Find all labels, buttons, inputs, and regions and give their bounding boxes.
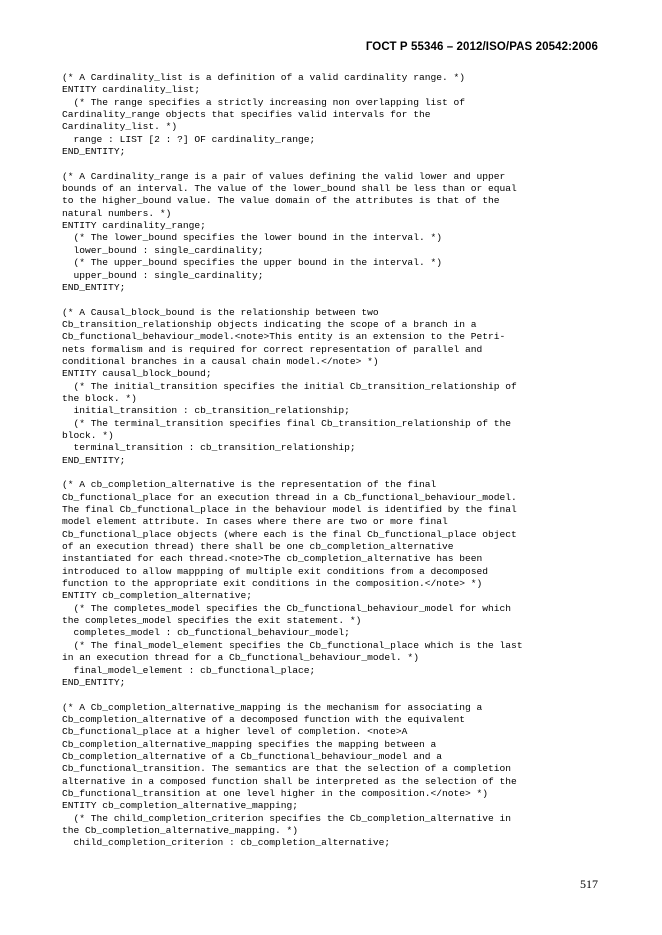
document-header: ГОСТ Р 55346 – 2012/ISO/PAS 20542:2006	[365, 41, 598, 53]
page-number: 517	[580, 877, 598, 891]
express-schema-code: (* A Cardinality_list is a definition of a valid cardinality range. *) ENTITY cardinality_list; (* The range specifies a strictly increasing non overlapping list of Cardinality_range objects that specifies valid intervals for the Cardinality_list. *) range : LIST [2 : ?] OF cardinality_range; END_ENTITY; (* A Cardinality_range is a pair of values defining the valid lower and upper bounds of an interval. The value of the lower_bound shall be less than or equal to the higher_bound value. The value domain of the attributes is that of the natural numbers. *) ENTITY cardinality_range; (* The lower_bound specifies the lower bound in the interval. *) lower_bound : single_cardinality; (* The upper_bound specifies the upper bound in the interval. *) upper_bound : single_cardinality; END_ENTITY; (* A Causal_block_bound is the relationship between two Cb_transition_relationship objects indicating the scope of a branch in a Cb_functional_behaviour_model.<note>This entity is an extension to the Petri- nets formalism and is required for correct representation of parallel and conditional branches in a causal chain model.</note> *) ENTITY causal_block_bound; (* The initial_transition specifies the initial Cb_transition_relationship of the block. *) initial_transition : cb_transition_relationship; (* The terminal_transition specifies final Cb_transition_relationship of the block. *) terminal_transition : cb_transition_relationship; END_ENTITY; (* A cb_completion_alternative is the representation of the final Cb_functional_place for an execution thread in a Cb_functional_behaviour_model. The final Cb_functional_place in the behaviour model is identified by the final model element attribute. In cases where there are two or more final Cb_functional_place objects (where each is the final Cb_functional_place object of an execution thread) there shall be one cb_completion_alternative instantiated for each thread.<note>The cb_completion_alternative has been introduced to allow mappping of multiple exit conditions from a decomposed function to the appropriate exit conditions in the composition.</note> *) ENTITY cb_completion_alternative; (* The completes_model specifies the Cb_functional_behaviour_model for which the completes_model specifies the exit statement. *) completes_model : cb_functional_behaviour_model; (* The final_model_element specifies the Cb_functional_place which is the last in an execution thread for a Cb_functional_behaviour_model. *) final_model_element : cb_functional_place; END_ENTITY; (* A Cb_completion_alternative_mapping is the mechanism for associating a Cb_completion_alternative of a decomposed function with the equivalent Cb_functional_place at a higher level of completion. <note>A Cb_completion_alternative_mapping specifies the mapping between a Cb_completion_alternative of a Cb_functional_behaviour_model and a Cb_functional_transition. The semantics are that the selection of a completion alternative in a composed function shall be interpreted as the selection of the Cb_functional_transition at one level higher in the composition.</note> *) ENTITY cb_completion_alternative_mapping; (* The child_completion_criterion specifies the Cb_completion_alternative in the Cb_completion_alternative_mapping. *) child_completion_criterion : cb_completion_alternative;	[62, 72, 523, 849]
